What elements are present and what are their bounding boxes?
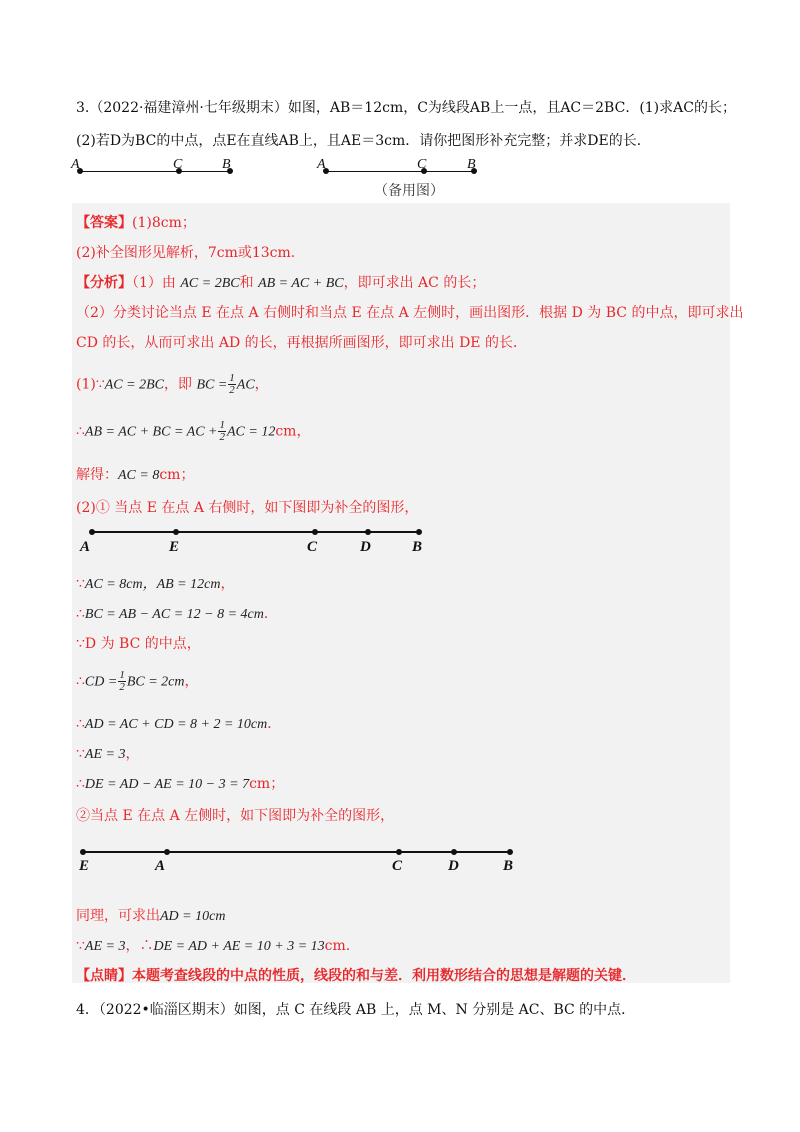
case-1-step-2: ∴BC = AB − AC = 12 − 8 = 4cm． [76,606,278,622]
analysis-line-2: （2）分类讨论当点 E 在点 A 右侧时和当点 E 在点 A 左侧时，画出图形．根据 D 为 BC 的中点，即可求出 [76,305,744,321]
case-1-step-1: ∵AC = 8cm，AB = 12cm， [76,576,235,592]
solution-step-3: 解得：AC = 8cm； [76,467,195,483]
analysis-line-1: 【分析】（1）由 AC = 2BC和 AB = AC + BC，即可求出 AC 的长； [76,275,486,291]
case-1-step-5: ∴AD = AC + CD = 8 + 2 = 10cm． [76,716,282,732]
case-1-heading: (2)① 当点 E 在点 A 右侧时，如下图即为补全的图形， [76,500,419,516]
analysis-line-3: CD 的长，从而可求出 AD 的长，再根据所画图形，即可求出 DE 的长． [76,335,527,351]
case-2-step-1: 同理，可求出AD = 10cm [76,908,226,924]
answer-line-2: (2)补全图形见解析，7cm或13cm. [76,245,296,261]
backup-caption: （备用图） [374,183,444,199]
case-1-step-6: ∵AE = 3， [76,746,140,762]
answer-line-1: 【答案】(1)8cm； [76,215,196,231]
question-3-line-1: 3.（2022·福建漳州·七年级期末）如图，AB＝12cm，C为线段AB上一点，且AC＝2BC．(1)求AC的长； [76,100,736,116]
case-1-step-4: ∴CD = $\frac{1}{2}$ BC = 2cm， [76,669,199,693]
solution-step-1: (1)∵AC = 2BC，即 BC = $\frac{1}{2}$ AC， [76,372,269,396]
case-1-step-7: ∴DE = AD − AE = 10 − 3 = 7cm； [76,776,285,792]
case-2-heading: ②当点 E 在点 A 左侧时，如下图即为补全的图形， [76,808,395,824]
question-3-line-2: (2)若D为BC的中点，点E在直线AB上，且AE＝3cm．请你把图形补充完整；并求DE的长． [76,133,651,149]
solution-step-2: ∴AB = AC + BC = AC + $\frac{1}{2}$ AC = 12cm， [76,419,311,443]
case-2-step-2: ∵AE = 3，∴DE = AD + AE = 10 + 3 = 13cm. [76,938,351,954]
case-1-step-3: ∵D 为 BC 的中点， [76,636,201,652]
question-4-line: 4．（2022•临淄区期末）如图，点 C 在线段 AB 上，点 M、N 分别是 AC、BC 的中点． [76,1002,636,1018]
comment-line: 【点睛】本题考查线段的中点的性质，线段的和与差．利用数形结合的思想是解题的关键． [76,968,636,984]
